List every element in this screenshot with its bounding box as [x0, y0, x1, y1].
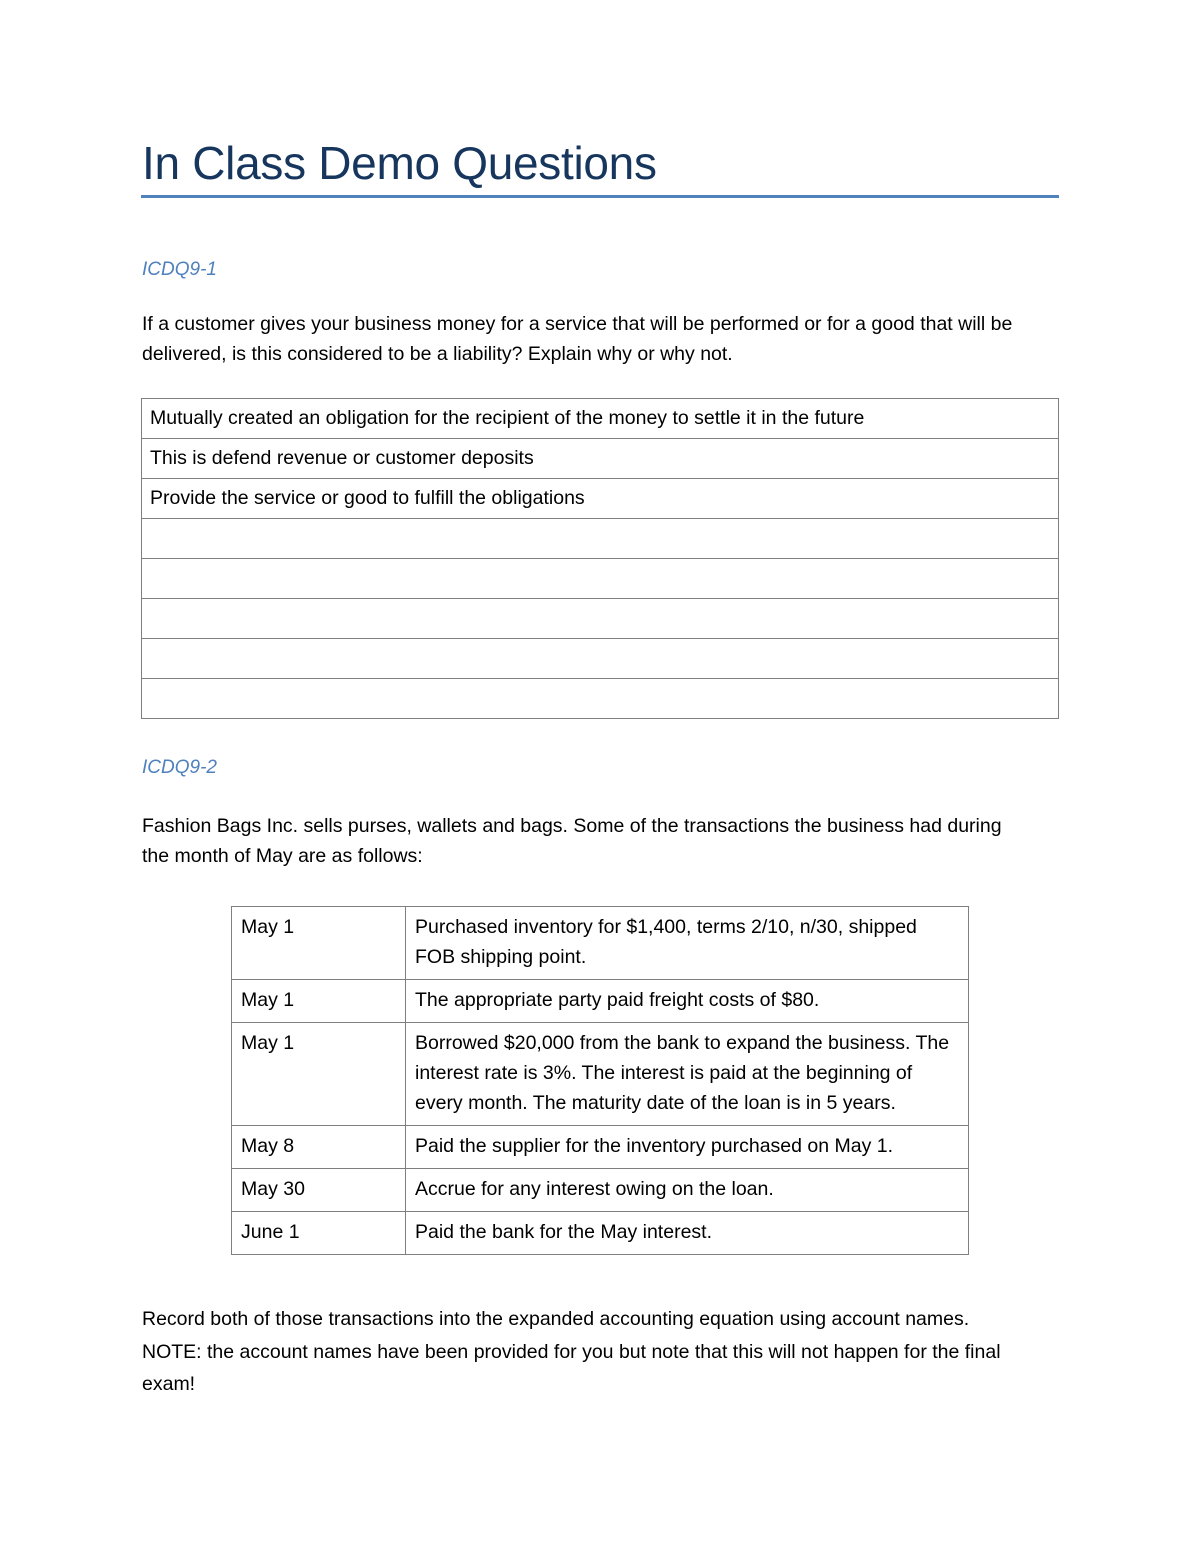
- transaction-date: May 1: [232, 1023, 406, 1126]
- transaction-date: May 30: [232, 1169, 406, 1212]
- transaction-description: Paid the supplier for the inventory purchased on May 1.: [406, 1126, 969, 1169]
- table-row: [142, 479, 1059, 519]
- page-title: In Class Demo Questions: [142, 137, 657, 189]
- transactions-table: [231, 906, 969, 1255]
- table-row: [232, 1212, 969, 1255]
- transaction-description: Borrowed $20,000 from the bank to expand the business. The interest rate is 3%. The interest is paid at the beginning of every month. The maturity date of the loan is in 5 years.: [406, 1023, 969, 1126]
- title-underline: [141, 195, 1059, 198]
- table-row: [142, 399, 1059, 439]
- question-2-instruction: Record both of those transactions into the expanded accounting equation using account names. NOTE: the account names have been provided for you but note that this will not happen for the final exam!: [142, 1308, 1001, 1395]
- answer-cell: [142, 559, 1059, 599]
- transaction-description: Paid the bank for the May interest.: [406, 1212, 969, 1255]
- table-row: [232, 1023, 969, 1126]
- transaction-date: May 1: [232, 980, 406, 1023]
- answer-cell: [142, 599, 1059, 639]
- transaction-date: June 1: [232, 1212, 406, 1255]
- transaction-description: Purchased inventory for $1,400, terms 2/10, n/30, shipped FOB shipping point.: [406, 907, 969, 980]
- answer-cell: This is defend revenue or customer deposits: [142, 439, 1059, 479]
- table-row: [232, 980, 969, 1023]
- transaction-description: Accrue for any interest owing on the loan.: [406, 1169, 969, 1212]
- question-2-intro: Fashion Bags Inc. sells purses, wallets and bags. Some of the transactions the business had during the month of May are as follows:: [142, 815, 1002, 867]
- answer-table: [141, 398, 1059, 719]
- transaction-description: The appropriate party paid freight costs of $80.: [406, 980, 969, 1023]
- table-row: [232, 907, 969, 980]
- answer-cell: Mutually created an obligation for the recipient of the money to settle it in the future: [142, 399, 1059, 439]
- question-1-prompt: If a customer gives your business money for a service that will be performed or for a good that will be delivered, is this considered to be a liability? Explain why or why not.: [142, 313, 1013, 365]
- answer-cell: Provide the service or good to fulfill the obligations: [142, 479, 1059, 519]
- answer-cell: [142, 639, 1059, 679]
- question-2-heading: ICDQ9-2: [142, 757, 217, 778]
- table-row: [142, 559, 1059, 599]
- table-row: [142, 639, 1059, 679]
- answer-cell: [142, 679, 1059, 719]
- table-row: [232, 1169, 969, 1212]
- transaction-date: May 8: [232, 1126, 406, 1169]
- table-row: [142, 519, 1059, 559]
- table-row: [232, 1126, 969, 1169]
- answer-cell: [142, 519, 1059, 559]
- table-row: [142, 599, 1059, 639]
- question-1-heading: ICDQ9-1: [142, 259, 217, 280]
- table-row: [142, 679, 1059, 719]
- table-row: [142, 439, 1059, 479]
- transaction-date: May 1: [232, 907, 406, 980]
